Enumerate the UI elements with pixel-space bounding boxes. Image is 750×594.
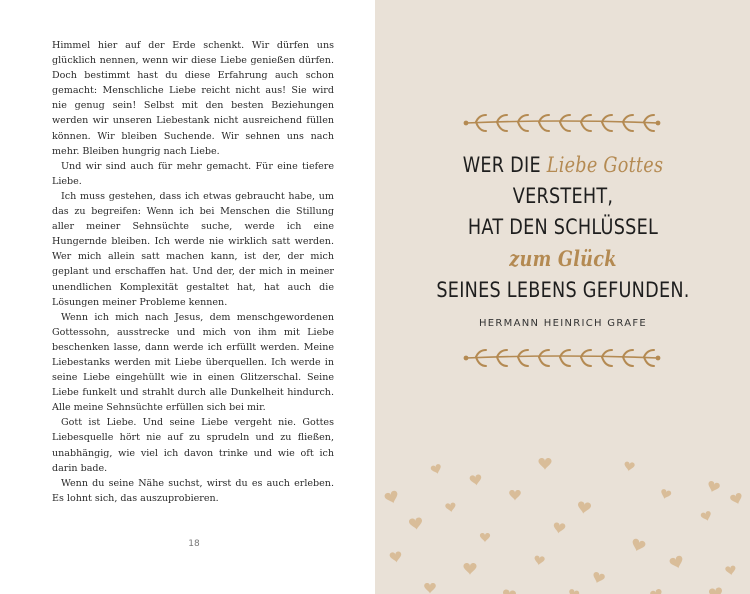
heart-icon	[502, 589, 517, 594]
paragraph: Gott ist Liebe. Und seine Liebe vergeht nie. Gottes Liebesquelle hört nie auf zu sprudeln und zu fließen, unabhängig, wie viel ich davon trinke und wie oft ich darin bade.	[52, 417, 334, 474]
heart-icon	[706, 480, 720, 494]
quote-line	[422, 150, 704, 181]
heart-icon	[538, 458, 551, 470]
heart-icon	[649, 588, 663, 594]
quote-accent: Liebe Gottes	[546, 153, 664, 177]
heart-icon	[725, 565, 737, 576]
heart-icon	[553, 522, 566, 534]
quote-text: WER DIE	[462, 153, 547, 177]
heart-icon	[445, 502, 457, 513]
page-number: 18	[188, 539, 200, 549]
quote-line	[422, 243, 704, 275]
paragraph: Wenn ich mich nach Jesus, dem menschgewordenen Gottessohn, ausstrecke und mich von ihm mit Liebe beschenken lasse, dann werde ich erfüllt werden. Meine Liebestanks werden mit Liebe überquellen. Ich werde in seine Liebe eingehüllt wie in einen Glitzerschal. Seine Liebe funkelt und strahlt durch alle Dunkelheit hindurch. Alle meine Sehnsüchte erfüllen sich bei mir.	[52, 311, 334, 414]
heart-icon	[591, 571, 605, 585]
paragraph: Wenn du seine Nähe suchst, wirst du es auch erleben. Es lohnt sich, das auszuprobieren.	[52, 477, 334, 504]
quote	[395, 150, 731, 306]
heart-icon	[384, 490, 400, 505]
heart-icon	[430, 463, 443, 475]
heart-icon	[630, 538, 646, 553]
right-page	[375, 0, 750, 594]
heart-icon	[534, 555, 546, 566]
heart-icon	[624, 461, 636, 472]
heart-icon	[424, 583, 436, 594]
paragraph: Ich muss gestehen, dass ich etwas gebraucht habe, um das zu begreifen: Wenn ich bei Menschen die Stillung aller meiner Sehnsüchte suche, werde ich eine Hungernde bleiben. Ich werde nie wirklich satt werden. Wer mich allein satt machen kann, ist der, der mich geplant und erschaffen hat. Und der, der mich in meiner unendlichen Komplexität gestaltet hat, hat auch die Lösungen meiner Probleme kennen.	[52, 190, 334, 308]
heart-icon	[469, 474, 482, 486]
heart-icon	[700, 510, 713, 522]
heart-icon	[577, 501, 592, 515]
quote-line: VERSTEHT,	[512, 184, 614, 208]
heart-icon	[709, 587, 724, 594]
quote-line: HAT DEN SCHLÜSSEL	[467, 215, 659, 239]
laurel-ornament-icon	[462, 108, 662, 136]
heart-icon	[729, 492, 743, 506]
heart-icon	[409, 517, 424, 531]
quote-author: HERMANN HEINRICH GRAFE	[478, 318, 648, 329]
body-text	[52, 38, 334, 506]
heart-icon	[659, 488, 672, 500]
heart-icon	[669, 555, 685, 570]
heart-icon	[567, 588, 580, 594]
laurel-ornament-icon	[462, 343, 662, 371]
paragraph: Und wir sind auch für mehr gemacht. Für eine tiefere Liebe.	[52, 160, 334, 187]
quote-accent: zum Glück	[509, 246, 617, 271]
quote-line: SEINES LEBENS GEFUNDEN.	[436, 278, 690, 302]
heart-icon	[509, 490, 521, 501]
heart-icon	[463, 563, 476, 575]
heart-icon	[480, 533, 490, 542]
paragraph: Himmel hier auf der Erde schenkt. Wir dürfen uns glücklich nennen, wenn wir diese Liebe genießen dürfen. Doch bestimmt hast du diese Erfahrung auch schon gemacht: Menschliche Liebe reicht nicht aus! Sie wird nie genug sein! Selbst mit den besten Beziehungen werden wir unseren Liebestank nicht ausreichend füllen können. Wir bleiben Suchende. Wir sehnen uns nach mehr. Bleiben hungrig nach Liebe.	[52, 40, 334, 157]
heart-icon	[389, 551, 402, 563]
